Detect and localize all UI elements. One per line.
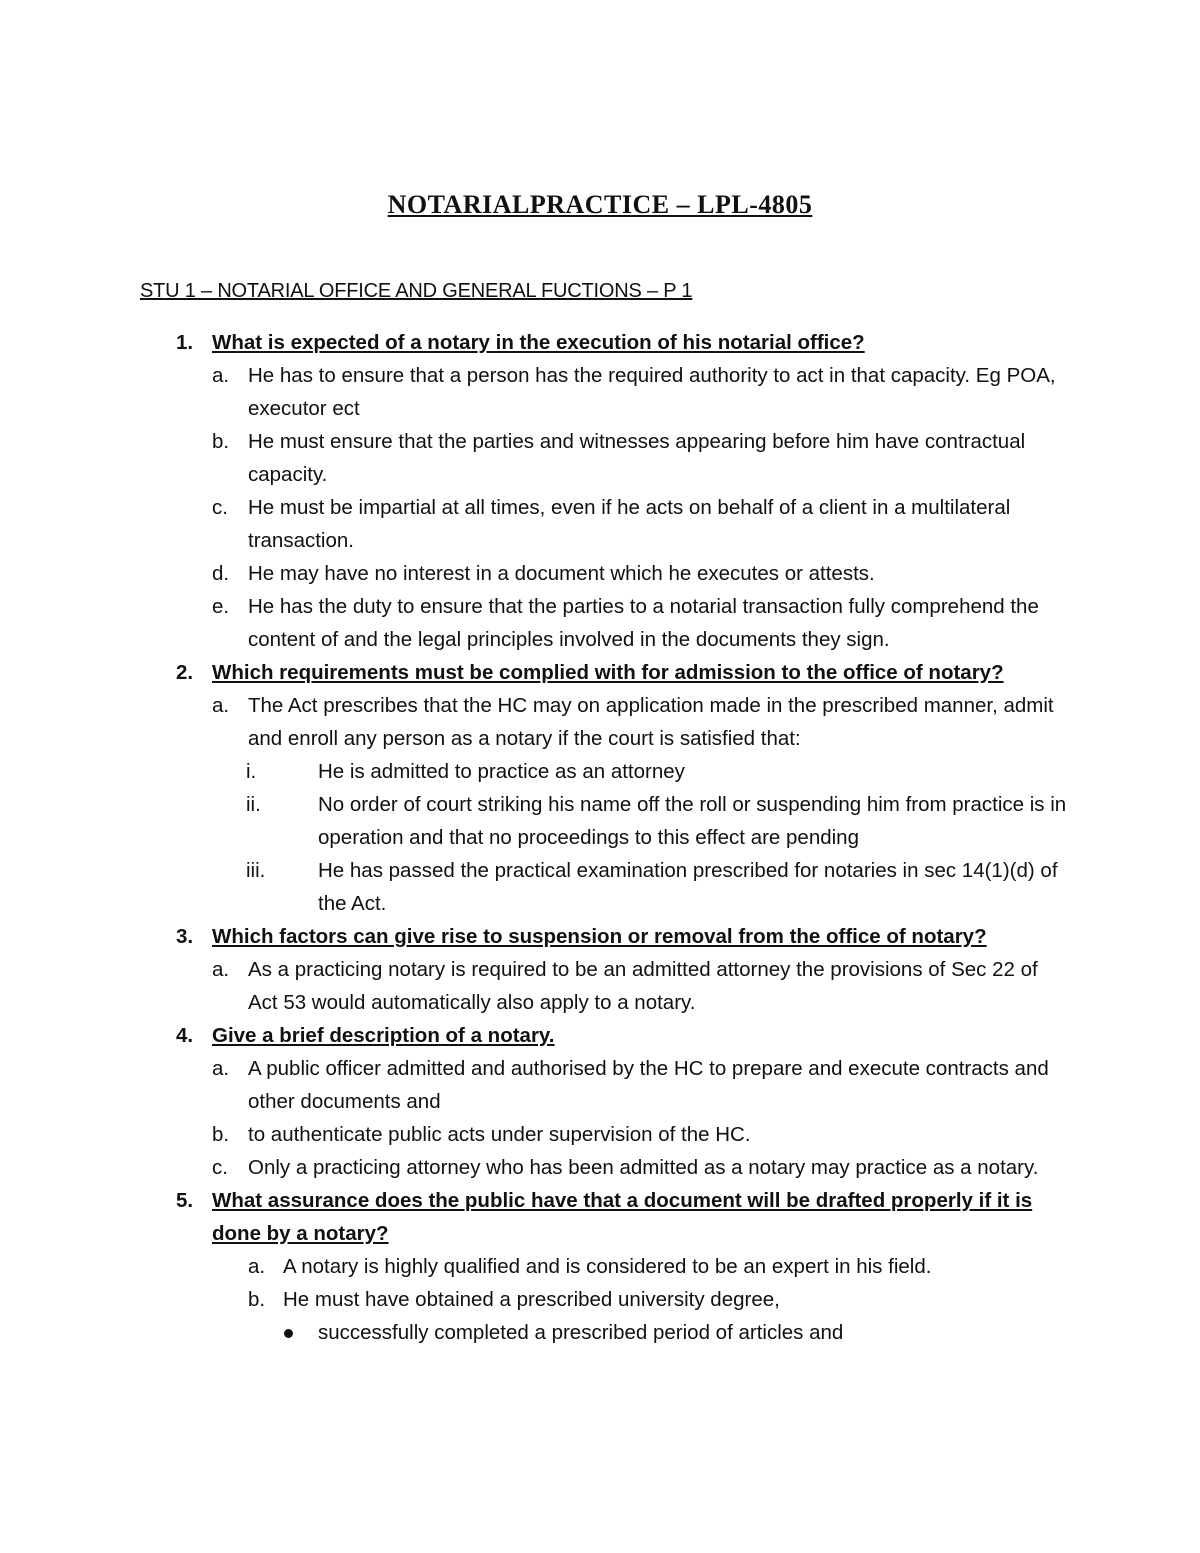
answer-text: He must ensure that the parties and witnesses appearing before him have contractual capacity. [248,430,1026,486]
question-5 [140,1184,1070,1250]
question-text: What assurance does the public have that a document will be drafted properly if it is done by a notary? [212,1189,1033,1245]
answer-item [140,689,1070,755]
answer-label: a. [212,958,230,981]
answer-item [140,1250,1070,1283]
answer-label: e. [212,595,230,618]
answer-text: He has the duty to ensure that the parties to a notarial transaction fully comprehend the content of and the legal principles involved in the documents they sign. [248,595,1039,651]
answer-item [140,590,1070,656]
question-number: 2. [176,661,194,684]
sub-item [140,788,1070,854]
answer-label: a. [248,1255,266,1278]
sub-item-label: iii. [246,859,266,882]
answer-label: d. [212,562,230,585]
answer-label: a. [212,694,230,717]
answer-item [140,1052,1070,1118]
answer-label: b. [212,1123,230,1146]
answer-label: b. [212,430,230,453]
answer-text: As a practicing notary is required to be an admitted attorney the provisions of Sec 22 of Act 53 would automatically also apply to a notary. [248,958,1038,1014]
question-number: 4. [176,1024,194,1047]
answer-text: Only a practicing attorney who has been admitted as a notary may practice as a notary. [248,1156,1039,1179]
question-3 [140,920,1070,953]
answer-label: c. [212,1156,228,1179]
bullet-item [140,1316,1070,1349]
answer-item [140,1283,1070,1316]
question-text: Which factors can give rise to suspension or removal from the office of notary? [212,925,987,948]
question-number: 5. [176,1189,194,1212]
answer-text: He must be impartial at all times, even if he acts on behalf of a client in a multilateral transaction. [248,496,1011,552]
document-body [140,326,1070,1349]
answer-text: to authenticate public acts under supervision of the HC. [248,1123,751,1146]
answer-label: c. [212,496,228,519]
question-text: Which requirements must be complied with for admission to the office of notary? [212,661,1004,684]
answer-label: b. [248,1288,266,1311]
answer-text: He must have obtained a prescribed university degree, [283,1288,780,1311]
question-4 [140,1019,1070,1052]
question-text: Give a brief description of a notary. [212,1024,555,1047]
answer-item [140,953,1070,1019]
question-1 [140,326,1070,359]
answer-item [140,491,1070,557]
bullet-icon [284,1329,293,1338]
question-number: 3. [176,925,194,948]
section-heading: STU 1 – NOTARIAL OFFICE AND GENERAL FUCTIONS – P 1 [140,280,693,302]
sub-item-label: i. [246,760,257,783]
answer-label: a. [212,1057,230,1080]
sub-item-text: No order of court striking his name off the roll or suspending him from practice is in operation and that no proceedings to this effect are pending [318,793,1067,849]
answer-item [140,359,1070,425]
answer-text: A notary is highly qualified and is considered to be an expert in his field. [283,1255,932,1278]
sub-item [140,755,1070,788]
answer-item [140,557,1070,590]
question-2 [140,656,1070,689]
answer-text: The Act prescribes that the HC may on application made in the prescribed manner, admit and enroll any person as a notary if the court is satisfied that: [248,694,1054,750]
sub-item-text: He is admitted to practice as an attorney [318,760,685,783]
answer-text: A public officer admitted and authorised by the HC to prepare and execute contracts and other documents and [248,1057,1049,1113]
question-text: What is expected of a notary in the execution of his notarial office? [212,331,865,354]
answer-item [140,425,1070,491]
answer-item [140,1118,1070,1151]
sub-item-text: He has passed the practical examination prescribed for notaries in sec 14(1)(d) of the Act. [318,859,1058,915]
answer-text: He has to ensure that a person has the required authority to act in that capacity. Eg POA, executor ect [248,364,1056,420]
answer-item [140,1151,1070,1184]
sub-item-label: ii. [246,793,261,816]
question-number: 1. [176,331,194,354]
answer-text: He may have no interest in a document which he executes or attests. [248,562,875,585]
sub-item [140,854,1070,920]
bullet-text: successfully completed a prescribed period of articles and [318,1321,844,1344]
answer-label: a. [212,364,230,387]
document-title: NOTARIALPRACTICE – LPL-4805 [387,190,813,219]
